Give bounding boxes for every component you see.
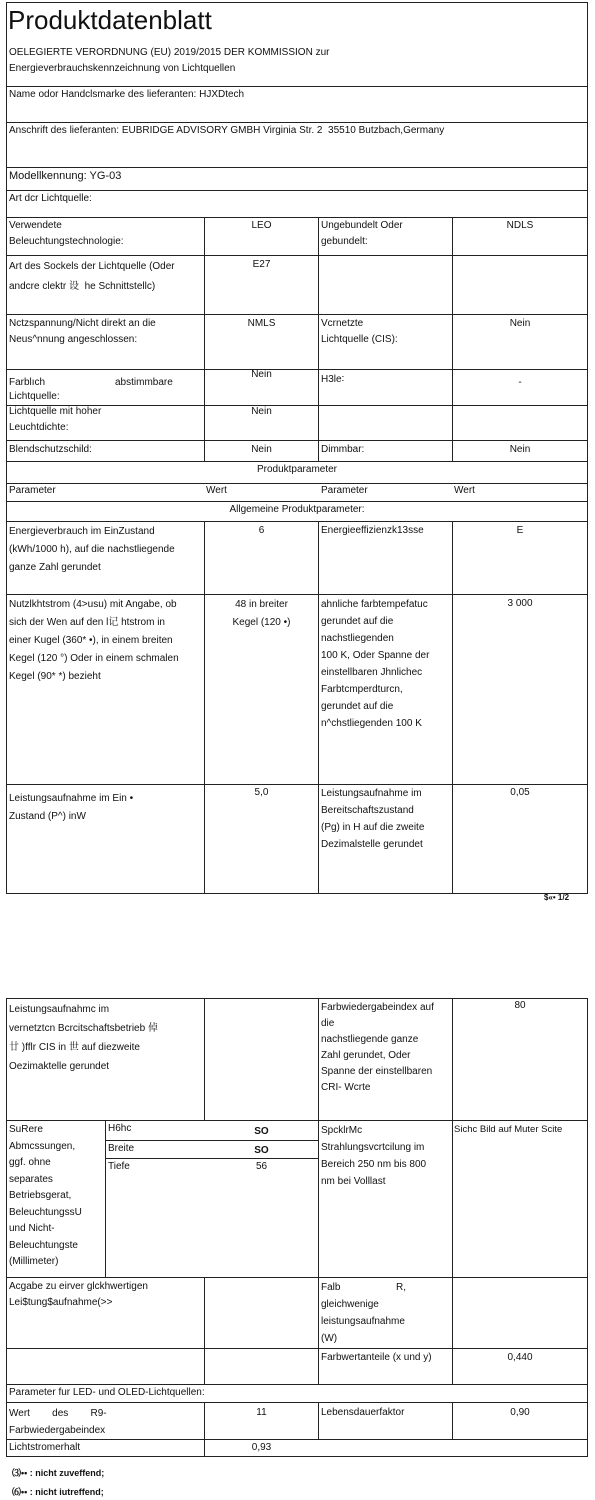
- colour-value: Nein: [251, 369, 272, 380]
- spectral-label: SpcklrMc Strahlungsvcrtcilung im Bereich 250 nm bis 800 nm bei Volllast: [321, 1125, 427, 1187]
- mains-label: Nctzspannung/Nicht direkt an die Neus^nnung angeschlossen:: [9, 318, 156, 345]
- standby-label: Leistungsaufnahme im Bereitschaftszustand (Pg) in H auf die zweite Dezimalstelle gerundet: [321, 788, 425, 850]
- coords-label: Farbwertanteile (x und y): [321, 1352, 432, 1363]
- dims-width-label: Breite: [108, 1143, 135, 1154]
- colour-label-a: Farblıch: [9, 377, 46, 388]
- unbundled-label: Ungebundelt Oder gebundelt:: [321, 220, 403, 247]
- footnote-2: ⑹•• : nicht iutreffend;: [12, 1487, 104, 1497]
- power-on-value: 5,0: [254, 787, 269, 798]
- glare-label: Blendschutzschild:: [9, 444, 92, 455]
- net-standby-label: Leistungsaufnahmc im vernetztcn Bcrcitschaftsbetrieb 倬 廿 )fflr CIS in 世 auf diezweite Oezimaktelle gerundet: [9, 1004, 158, 1072]
- power-on-label: Leistungsaufnahme im Ein • Zustand (P^) inW: [9, 793, 134, 822]
- col-header-param1: Parameter: [9, 485, 56, 496]
- page-title: Produktdatenblatt: [8, 5, 212, 35]
- connected-value: Nein: [509, 318, 531, 329]
- page-number: $«• 1/2: [544, 893, 570, 902]
- dims-height-value: SO: [254, 1126, 269, 1137]
- r9-label: Wert des R9- Farbwiedergabeindex: [9, 1408, 107, 1436]
- supplier-name: Name odor Handclsmarke des lieferanten: HJXDtech: [9, 89, 245, 100]
- led-heading: Parameter fur LED- und OLED-Lichtquellen:: [9, 1387, 205, 1398]
- col-header-value2: Wert: [454, 485, 475, 496]
- supplier-address: Anschrift des lieferanten: EUBRIDGE ADVISORY GMBH Virginia Str. 2 35510 Butzbach,Germany: [9, 125, 445, 136]
- col-header-param2: Parameter: [321, 485, 368, 496]
- cct-label: ahnliche farbtempefatuc gerundet auf die nachstliegenden 100 K, Oder Spanne der einstellbaren Jhnlichec Farbtcmperdturcn, gerundet auf die n^chstliegenden 100 K: [321, 599, 430, 729]
- unbundled-value: NDLS: [506, 220, 534, 231]
- cct-value: 3 000: [507, 598, 533, 609]
- tech-value: LEO: [251, 220, 272, 231]
- dims-height-label: H6hc: [108, 1123, 132, 1134]
- flux-value: 48 in breiter Kegel (120 •): [232, 599, 291, 628]
- equiv-power-label: Acgabe zu eirver glckhwertigen Lei$tung$aufnahme(>>: [9, 1281, 148, 1308]
- lumen-maint-value: 0,93: [251, 1442, 272, 1453]
- dimmable-label: Dimmbar:: [321, 444, 365, 455]
- glare-value: Nein: [251, 444, 272, 455]
- lifetime-value: 0,90: [510, 1407, 530, 1418]
- flux-label: Nutzlkhtstrom (4>usu) mit Angabe, ob sich der Wen auf den l记 htstrom in einer Kugel (360* •), in einem breiten Kegel (120 °) Oder in einem schmalen Kegel (90* *) bezieht: [9, 599, 179, 682]
- high-lum-label: Lichtquelle mit hoher Leuchtdichte:: [9, 406, 102, 433]
- tech-label: Verwendete Beleuchtungstechnologie:: [9, 220, 124, 247]
- connected-label: Vcrnetzte Lichtquelle (CIS):: [321, 318, 398, 345]
- dims-width-value: SO: [254, 1145, 269, 1156]
- dims-depth-value: 56: [255, 1161, 268, 1172]
- footnote-1: ⑶•• : nicht zuveffend;: [12, 1468, 105, 1478]
- standby-value: 0,05: [510, 787, 530, 798]
- general-heading: Allgemeine Produktparameter:: [229, 504, 365, 515]
- cri-label: Farbwiedergabeindex auf die nachstliegende ganze Zahl gerundet, Oder Spanne der einstellbaren CRI- Wcrte: [321, 1002, 434, 1093]
- lifetime-label: Lebensdauerfaktor: [321, 1407, 405, 1418]
- energy-label: Energieverbrauch im EinZustand (kWh/1000 h), auf die nachstliegende ganze Zahl gerundet: [9, 526, 175, 573]
- lumen-maint-label: Lichtstromerhalt: [9, 1442, 81, 1453]
- efficiency-value: E: [516, 525, 524, 536]
- energy-value: 6: [258, 525, 265, 536]
- h3le-value: -: [518, 377, 522, 388]
- cri-value: 80: [514, 1000, 526, 1011]
- chroma-label: Falb R, gleichwenige leistungsaufnahme (W): [321, 1282, 407, 1344]
- mains-value: NMLS: [247, 318, 276, 329]
- h3le-label: H3le∶: [321, 374, 345, 385]
- model-id: Modellkennung: YG-03: [9, 170, 122, 182]
- dims-depth-label: Tiefe: [108, 1161, 130, 1172]
- high-lum-value: Nein: [251, 406, 272, 417]
- coords-value: 0,440: [507, 1352, 533, 1363]
- product-params-heading: Produktparameter: [256, 464, 338, 475]
- light-type-heading: Art dcr Lichtquelle:: [9, 193, 92, 204]
- col-header-value1: Wert: [206, 485, 227, 496]
- regulation-text: OELEGIERTE VERORDNUNG (EU) 2019/2015 DER KOMMISSION zur Energieverbrauchskennzeichnung von Lichtquellen: [9, 47, 330, 74]
- socket-value: E27: [252, 259, 271, 270]
- spectral-value: Sichc Bild auf Muter Scite: [454, 1124, 563, 1135]
- r9-value: 11: [256, 1407, 267, 1418]
- colour-label-b: abstimmbare: [115, 377, 173, 388]
- efficiency-label: Energieeffizienzk13sse: [321, 525, 424, 536]
- dimmable-value: Nein: [509, 444, 531, 455]
- socket-label: Art des Sockels der Lichtquelle (Oder andcre clektr 设 he Schnittstellc): [9, 261, 175, 292]
- colour-label-c: Lichtquelle:: [9, 391, 60, 402]
- dims-label: SuRere Abmcssungen, ggf. ohne separates Betriebsgerat, BeleuchtungssU und Nicht- Beleuchtungste (Millimeter): [9, 1124, 82, 1267]
